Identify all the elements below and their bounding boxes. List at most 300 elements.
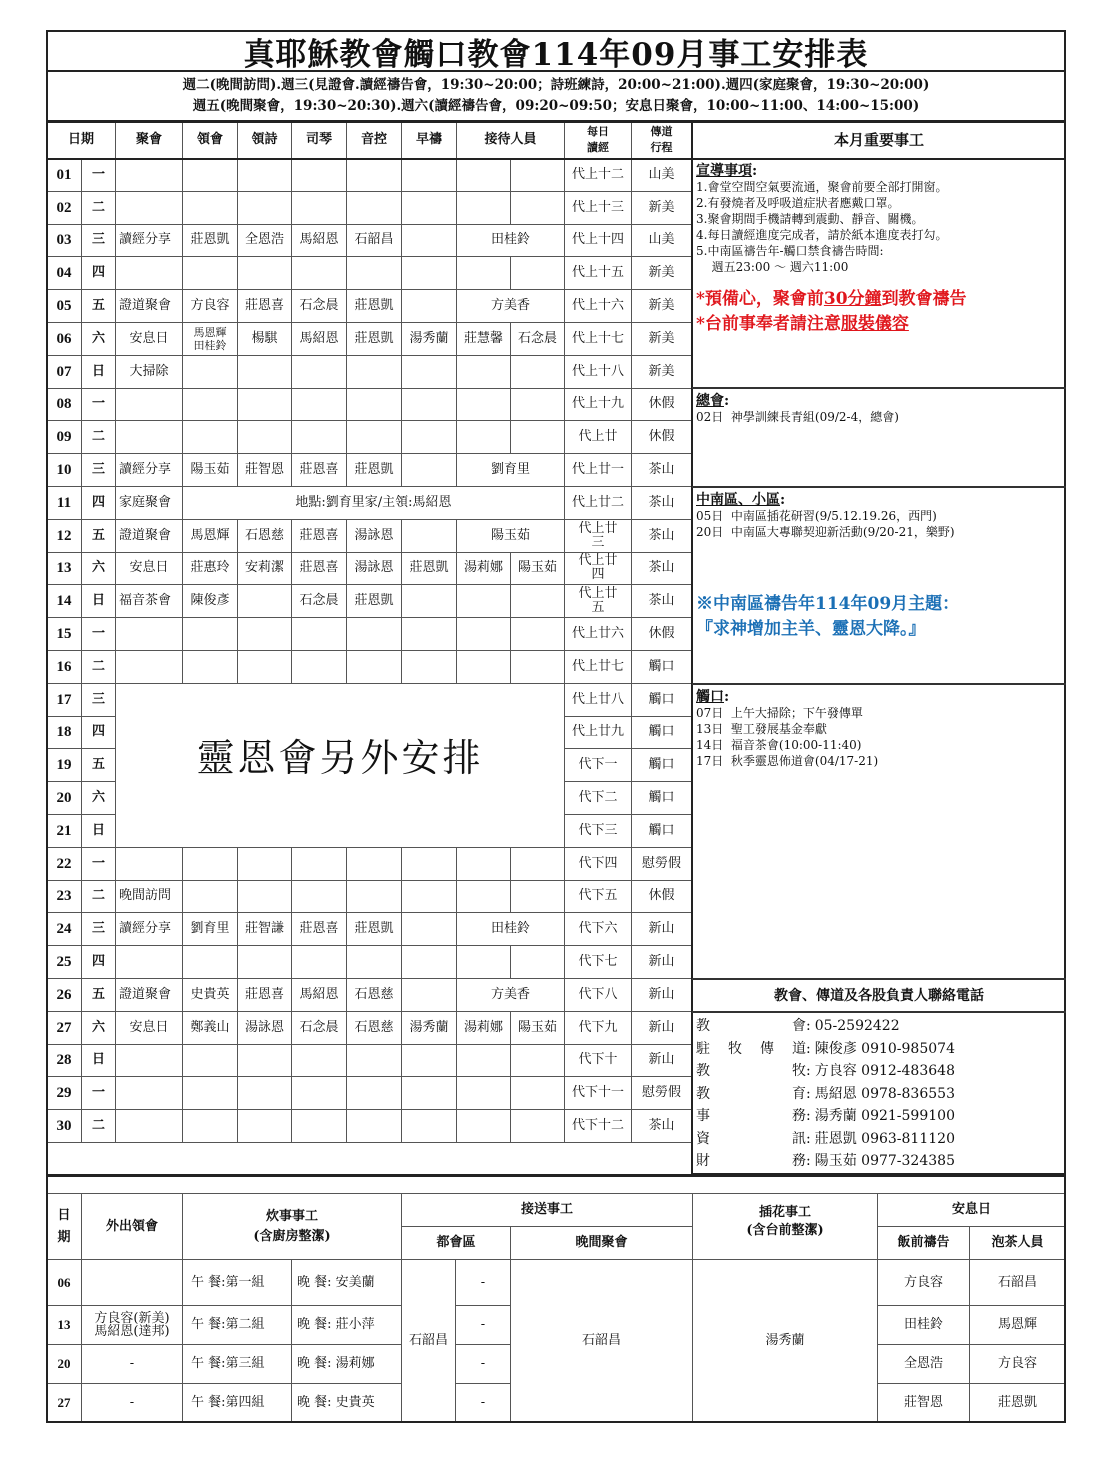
row-sound: [347, 848, 402, 881]
row-reception: 田桂鈴: [457, 913, 565, 946]
lower-header-cooking-line: 炊事事工: [265, 1208, 318, 1224]
contact-role-char: 會: [792, 1018, 806, 1034]
row-daily-reading: 代上十三: [565, 192, 632, 225]
row-reception-2: [511, 585, 565, 618]
contact-colon: :: [806, 1063, 811, 1079]
row-daily-reading: [565, 553, 632, 586]
reminder-prayer-part: *預備心，聚會前: [696, 289, 824, 309]
row-itinerary: 茶山: [632, 454, 692, 487]
region-heading-text: 中南區、小區: [696, 492, 780, 508]
row-pianist: 石念晨: [292, 290, 347, 323]
row-meeting: 讀經分享: [116, 225, 183, 258]
row-leader: [183, 848, 238, 881]
local-church-section: [692, 685, 1066, 980]
row-hymn-leader: [238, 1077, 292, 1110]
row-leader: [183, 159, 238, 192]
monthly-theme-text: 『求神增加主羊、靈恩大降。』: [696, 619, 926, 639]
local-church-heading: [696, 689, 1062, 705]
row-daily-reading: 代上十九: [565, 389, 632, 422]
lower-row-outing: [82, 1306, 183, 1345]
contact-role-char: 事: [696, 1108, 710, 1124]
row-daily-reading: 代上廿二: [565, 487, 632, 520]
row-daily-reading: 代下十: [565, 1045, 632, 1078]
row-daily-reading: 代上十六: [565, 290, 632, 323]
row-weekday: 六: [82, 323, 116, 356]
row-itinerary: 新美: [632, 323, 692, 356]
row-reception-1: [457, 1077, 511, 1110]
region-section: [692, 488, 1066, 685]
subtitle-line-1: 週二(晚間訪問).週三(見證會.讀經禱告會，19:30~20:00；詩班練詩，20:00~21:00).週四(家庭聚會，19:30~20:00): [182, 76, 930, 93]
contact-role-char: 教: [696, 1085, 710, 1102]
row-morning-prayer: 湯秀蘭: [402, 1012, 457, 1045]
row-sound: [347, 159, 402, 192]
row-reception-1: 湯莉娜: [457, 1012, 511, 1045]
row-reception-1: 湯莉娜: [457, 553, 511, 586]
row-pianist: [292, 1077, 347, 1110]
row-hymn-leader: [238, 1110, 292, 1143]
row-leader: [183, 389, 238, 422]
row-itinerary: 茶山: [632, 553, 692, 586]
lower-row-metro-2: -: [456, 1260, 511, 1306]
row-morning-prayer: [402, 356, 457, 389]
row-reception-1: [457, 1110, 511, 1143]
row-sound: 莊恩凱: [347, 290, 402, 323]
lower-row-lunch: 午 餐:第三組: [183, 1345, 292, 1384]
row-reception-1: 莊慧馨: [457, 323, 511, 356]
lower-row-date: 27: [47, 1384, 82, 1422]
row-leader: 劉育里: [183, 913, 238, 946]
row-leader: [183, 881, 238, 914]
row-daily-reading: 代下七: [565, 946, 632, 979]
contact-row: [696, 1128, 1062, 1151]
row-daily-reading: 代下四: [565, 848, 632, 881]
row-meeting: [116, 651, 183, 684]
local-church-item: 14日 福音茶會(10:00-11:40): [696, 738, 862, 752]
row-hymn-leader: 楊騏: [238, 323, 292, 356]
row-date: 28: [47, 1045, 82, 1078]
lower-row-lunch: 午 餐:第二組: [183, 1306, 292, 1345]
contact-row: [696, 1150, 1062, 1173]
row-morning-prayer: [402, 421, 457, 454]
row-leader: 馬恩輝: [183, 520, 238, 553]
promotion-heading: [696, 163, 1062, 179]
contact-role-char: 育: [792, 1085, 806, 1102]
row-reception-2: [511, 618, 565, 651]
row-morning-prayer: [402, 159, 457, 192]
row-hymn-leader: 全恩浩: [238, 225, 292, 258]
lower-row-outing-line: 方良容(新美): [94, 1311, 170, 1326]
row-reception-2: [511, 159, 565, 192]
row-itinerary: 新美: [632, 192, 692, 225]
row-itinerary: 觸口: [632, 815, 692, 848]
revival-meeting-notice: 靈恩會另外安排: [116, 684, 565, 848]
row-date: 01: [47, 159, 82, 192]
row-sound: 湯詠恩: [347, 520, 402, 553]
row-meeting: [116, 159, 183, 192]
row-hymn-leader: [238, 585, 292, 618]
row-weekday: 五: [82, 290, 116, 323]
monthly-theme-title: ※中南區禱告年114年09月主題：: [696, 594, 960, 614]
lower-row-date: 20: [47, 1345, 82, 1384]
reminder-prayer-part: 到教會禱告: [881, 289, 967, 309]
contact-role-char: 道: [792, 1040, 806, 1057]
row-leader: 史貴英: [183, 979, 238, 1012]
row-hymn-leader: 石恩慈: [238, 520, 292, 553]
row-pianist: [292, 881, 347, 914]
lower-row-dinner: 晚 餐: 湯莉娜: [292, 1345, 402, 1384]
contact-phone: 莊恩凱 0963-811120: [814, 1130, 955, 1147]
row-pianist: [292, 618, 347, 651]
row-itinerary: 觸口: [632, 782, 692, 815]
row-weekday: 一: [82, 159, 116, 192]
lower-header-outing: 外出領會: [82, 1194, 183, 1260]
lower-row-dinner: 晚 餐: 莊小萍: [292, 1306, 402, 1345]
row-sound: 莊恩凱: [347, 585, 402, 618]
row-reception-2: [511, 389, 565, 422]
row-morning-prayer: [402, 913, 457, 946]
row-morning-prayer: [402, 979, 457, 1012]
general-assembly-item: 02日 神學訓練長青組(09/2-4，總會): [696, 410, 899, 424]
contact-role-char: 駐: [696, 1040, 710, 1057]
row-date: 08: [47, 389, 82, 422]
contact-phone: 陽玉茹 0977-324385: [814, 1153, 955, 1169]
lower-header-transport: 接送事工: [402, 1194, 693, 1227]
row-hymn-leader: [238, 848, 292, 881]
lower-header-cooking: [183, 1194, 402, 1260]
lower-row-tea: 石韶昌: [970, 1260, 1066, 1306]
lower-row-metro-2: -: [456, 1306, 511, 1345]
row-weekday: 日: [82, 585, 116, 618]
lower-row-date: 06: [47, 1260, 82, 1306]
lower-row-dinner: 晚 餐: 安美蘭: [292, 1260, 402, 1306]
contacts-list: [692, 1013, 1066, 1175]
contact-role-char: 務: [792, 1153, 806, 1169]
row-meeting: [116, 192, 183, 225]
row-meeting: 讀經分享: [116, 454, 183, 487]
lower-row-outing: [82, 1260, 183, 1306]
contact-role: [696, 1128, 806, 1151]
row-sound: 湯詠恩: [347, 553, 402, 586]
row-meeting: 大掃除: [116, 356, 183, 389]
row-pianist: [292, 356, 347, 389]
contact-role: [696, 1015, 806, 1038]
contact-role: [696, 1105, 806, 1128]
row-hymn-leader: [238, 1045, 292, 1078]
contact-colon: :: [806, 1130, 811, 1147]
row-itinerary: 茶山: [632, 520, 692, 553]
row-date: 14: [47, 585, 82, 618]
row-daily-reading: [565, 585, 632, 618]
contact-phone: 05-2592422: [814, 1018, 900, 1034]
row-reception-2: [511, 1077, 565, 1110]
reminder-attire-part: *台前事奉者請注意: [696, 314, 841, 334]
row-daily-reading: 代上十七: [565, 323, 632, 356]
row-date: 03: [47, 225, 82, 258]
row-itinerary: 休假: [632, 618, 692, 651]
row-meeting: 安息日: [116, 323, 183, 356]
header-morning-prayer: 早禱: [402, 121, 457, 159]
row-sound: [347, 257, 402, 290]
row-reception: 方美香: [457, 290, 565, 323]
row-daily-reading: 代上十二: [565, 159, 632, 192]
row-reception-1: [457, 159, 511, 192]
row-weekday: 三: [82, 913, 116, 946]
row-pianist: 石念晨: [292, 1012, 347, 1045]
row-daily-reading: 代上廿七: [565, 651, 632, 684]
row-itinerary: 山美: [632, 159, 692, 192]
row-date: 09: [47, 421, 82, 454]
row-reception-2: [511, 1045, 565, 1078]
lower-row-tea: 馬恩輝: [970, 1306, 1066, 1345]
row-reception-1: [457, 192, 511, 225]
lower-header-metro: 都會區: [402, 1227, 511, 1260]
subtitle-line-2: 週五(晚間聚會，19:30~20:30).週六(讀經禱告會，09:20~09:50；安息日聚會，10:00~11:00、14:00~15:00): [192, 97, 920, 114]
row-date: 20: [47, 782, 82, 815]
contact-phone: 陳俊彥 0910-985074: [814, 1040, 955, 1057]
lower-header-date: [47, 1194, 82, 1260]
row-leader: [183, 618, 238, 651]
row-sound: [347, 618, 402, 651]
promotion-item: 1.會堂空間空氣要流通，聚會前要全部打開窗。: [696, 180, 948, 194]
lower-header-date-line: 日: [57, 1207, 71, 1223]
header-itinerary-line: 傳道: [650, 124, 673, 138]
row-date: 11: [47, 487, 82, 520]
region-item: 20日 中南區大專聯契迎新活動(9/20-21，樂野): [696, 525, 955, 539]
header-date: 日期: [47, 121, 116, 159]
row-morning-prayer: [402, 1077, 457, 1110]
row-hymn-leader: [238, 257, 292, 290]
contact-colon: :: [806, 1018, 811, 1034]
row-morning-prayer: [402, 881, 457, 914]
row-weekday: 三: [82, 454, 116, 487]
row-weekday: 五: [82, 749, 116, 782]
row-sound: [347, 192, 402, 225]
row-daily-reading: 代上廿九: [565, 717, 632, 750]
row-sound: [347, 1045, 402, 1078]
row-meeting: [116, 1110, 183, 1143]
row-weekday: 日: [82, 815, 116, 848]
row-pianist: [292, 848, 347, 881]
contact-colon: :: [806, 1153, 811, 1169]
row-itinerary: 新美: [632, 356, 692, 389]
row-daily-reading-line: 四: [591, 567, 605, 583]
row-sound: [347, 389, 402, 422]
contact-row: [696, 1105, 1062, 1128]
row-weekday: 四: [82, 717, 116, 750]
row-reception-1: [457, 651, 511, 684]
row-pianist: [292, 389, 347, 422]
row-daily-reading: 代上廿: [565, 421, 632, 454]
row-itinerary: 觸口: [632, 684, 692, 717]
row-reception-2: 石念晨: [511, 323, 565, 356]
local-church-item: 17日 秋季靈恩佈道會(04/17-21): [696, 754, 879, 768]
lower-row-tea: 方良容: [970, 1345, 1066, 1384]
promotion-item: 2.有發燒者及呼吸道症狀者應戴口罩。: [696, 196, 900, 210]
row-pianist: 馬紹恩: [292, 323, 347, 356]
row-date: 19: [47, 749, 82, 782]
row-pianist: 馬紹恩: [292, 225, 347, 258]
row-pianist: [292, 421, 347, 454]
row-itinerary: 觸口: [632, 651, 692, 684]
contact-role: [696, 1060, 806, 1083]
row-date: 13: [47, 553, 82, 586]
general-assembly-section: [692, 389, 1066, 488]
region-heading: [696, 492, 1062, 508]
contact-role-char: 訊: [792, 1130, 806, 1147]
row-morning-prayer: [402, 225, 457, 258]
lower-header-grace: 飯前禱告: [878, 1227, 970, 1260]
contact-role-char: 教: [696, 1063, 710, 1079]
row-date: 18: [47, 717, 82, 750]
row-meeting: [116, 618, 183, 651]
row-reception-1: [457, 618, 511, 651]
contact-row: [696, 1060, 1062, 1083]
row-date: 30: [47, 1110, 82, 1143]
contact-phone: 馬紹恩 0978-836553: [814, 1085, 955, 1102]
lower-header-cooking-line: (含廚房整潔): [253, 1228, 331, 1244]
row-reception-1: [457, 946, 511, 979]
promotion-item: 週五23:00 ～ 週六11:00: [704, 260, 849, 274]
row-leader: [183, 323, 238, 356]
contact-role: [696, 1150, 806, 1173]
contact-role-char: 傳: [760, 1040, 774, 1057]
row-pianist: 莊恩喜: [292, 520, 347, 553]
lower-row-dinner: 晚 餐: 史貴英: [292, 1384, 402, 1422]
row-reception-1: [457, 257, 511, 290]
lower-row-grace: 方良容: [878, 1260, 970, 1306]
row-daily-reading: 代上十八: [565, 356, 632, 389]
row-sound: [347, 421, 402, 454]
row-daily-reading-line: 代上廿: [578, 553, 618, 569]
local-church-heading-colon: :: [724, 689, 730, 705]
row-weekday: 一: [82, 618, 116, 651]
contact-role: [696, 1083, 806, 1106]
contact-colon: :: [806, 1085, 811, 1102]
page-title: 真耶穌教會觸口教會114年09月事工安排表: [46, 30, 1066, 72]
lower-row-outing: -: [82, 1384, 183, 1422]
row-leader: 莊惠玲: [183, 553, 238, 586]
header-reception: 接待人員: [457, 121, 565, 159]
header-daily-reading-line: 每日: [587, 124, 609, 138]
lower-row-lunch: 午 餐:第四組: [183, 1384, 292, 1422]
general-assembly-heading-text: 總會: [696, 393, 724, 409]
row-itinerary: 茶山: [632, 487, 692, 520]
row-daily-reading: 代上廿八: [565, 684, 632, 717]
row-sound: [347, 651, 402, 684]
contact-row: [696, 1015, 1062, 1038]
row-meeting: [116, 257, 183, 290]
row-reception-2: [511, 946, 565, 979]
row-reception-2: 陽玉茹: [511, 553, 565, 586]
lower-header-sabbath: 安息日: [878, 1194, 1066, 1227]
row-pianist: [292, 1045, 347, 1078]
row-leader: 陳俊彥: [183, 585, 238, 618]
row-leader: [183, 651, 238, 684]
row-reception-1: [457, 585, 511, 618]
weekly-schedule-note: [46, 71, 1066, 122]
row-sound: [347, 881, 402, 914]
row-pianist: [292, 651, 347, 684]
row-daily-reading: 代下二: [565, 782, 632, 815]
contact-role-char: 牧: [728, 1040, 742, 1057]
row-morning-prayer: [402, 618, 457, 651]
contact-colon: :: [806, 1108, 811, 1124]
row-hymn-leader: [238, 651, 292, 684]
lower-metro-person: 石韶昌: [402, 1260, 456, 1422]
row-itinerary: 新美: [632, 290, 692, 323]
row-hymn-leader: [238, 618, 292, 651]
row-leader: [183, 421, 238, 454]
row-daily-reading-line: 五: [591, 600, 605, 616]
lower-row-outing-line: 馬紹恩(達邦): [94, 1324, 170, 1339]
row-meeting: 家庭聚會: [116, 487, 183, 520]
row-date: 27: [47, 1012, 82, 1045]
row-meeting: [116, 1077, 183, 1110]
header-itinerary: [632, 121, 692, 159]
row-sound: [347, 946, 402, 979]
local-church-item: 07日 上午大掃除；下午發傳單: [696, 706, 863, 720]
row-weekday: 二: [82, 421, 116, 454]
contact-colon: :: [806, 1040, 811, 1057]
row-reception-2: [511, 651, 565, 684]
row-reception-1: [457, 356, 511, 389]
lower-row-metro-2: -: [456, 1345, 511, 1384]
row-leader: [183, 946, 238, 979]
row-daily-reading: 代下一: [565, 749, 632, 782]
lower-row-metro-2: -: [456, 1384, 511, 1422]
spacer-row: [47, 1175, 1066, 1194]
row-leader-line: 田桂鈴: [193, 338, 227, 352]
promotion-item: 4.每日讀經進度完成者，請於紙本進度表打勾。: [696, 228, 948, 242]
row-daily-reading: 代下六: [565, 913, 632, 946]
row-meeting: [116, 389, 183, 422]
row-morning-prayer: 湯秀蘭: [402, 323, 457, 356]
header-pianist: 司琴: [292, 121, 347, 159]
contact-row: [696, 1038, 1062, 1061]
row-leader: [183, 1110, 238, 1143]
header-itinerary-line: 行程: [650, 140, 673, 154]
row-hymn-leader: 莊智恩: [238, 454, 292, 487]
row-daily-reading-line: 三: [591, 534, 605, 550]
lower-header-flower-line: 插花事工: [758, 1204, 811, 1220]
row-date: 12: [47, 520, 82, 553]
row-date: 26: [47, 979, 82, 1012]
row-pianist: [292, 1110, 347, 1143]
row-date: 10: [47, 454, 82, 487]
row-sound: [347, 1077, 402, 1110]
row-date: 25: [47, 946, 82, 979]
row-morning-prayer: [402, 1110, 457, 1143]
row-daily-reading: 代下三: [565, 815, 632, 848]
header-meeting: 聚會: [116, 121, 183, 159]
row-hymn-leader: [238, 881, 292, 914]
row-leader: [183, 257, 238, 290]
promotion-heading-colon: :: [752, 163, 758, 179]
row-morning-prayer: [402, 946, 457, 979]
row-date: 22: [47, 848, 82, 881]
contact-phone: 方良容 0912-483648: [814, 1063, 955, 1079]
row-weekday: 六: [82, 1012, 116, 1045]
general-assembly-heading-colon: :: [724, 393, 730, 409]
row-itinerary: 山美: [632, 225, 692, 258]
contact-role-char: 牧: [792, 1063, 806, 1079]
row-reception-2: [511, 192, 565, 225]
row-morning-prayer: [402, 290, 457, 323]
row-leader-line: 馬恩輝: [193, 325, 227, 339]
row-meeting: [116, 946, 183, 979]
row-morning-prayer: [402, 257, 457, 290]
reminder-prayer: [696, 287, 1062, 312]
